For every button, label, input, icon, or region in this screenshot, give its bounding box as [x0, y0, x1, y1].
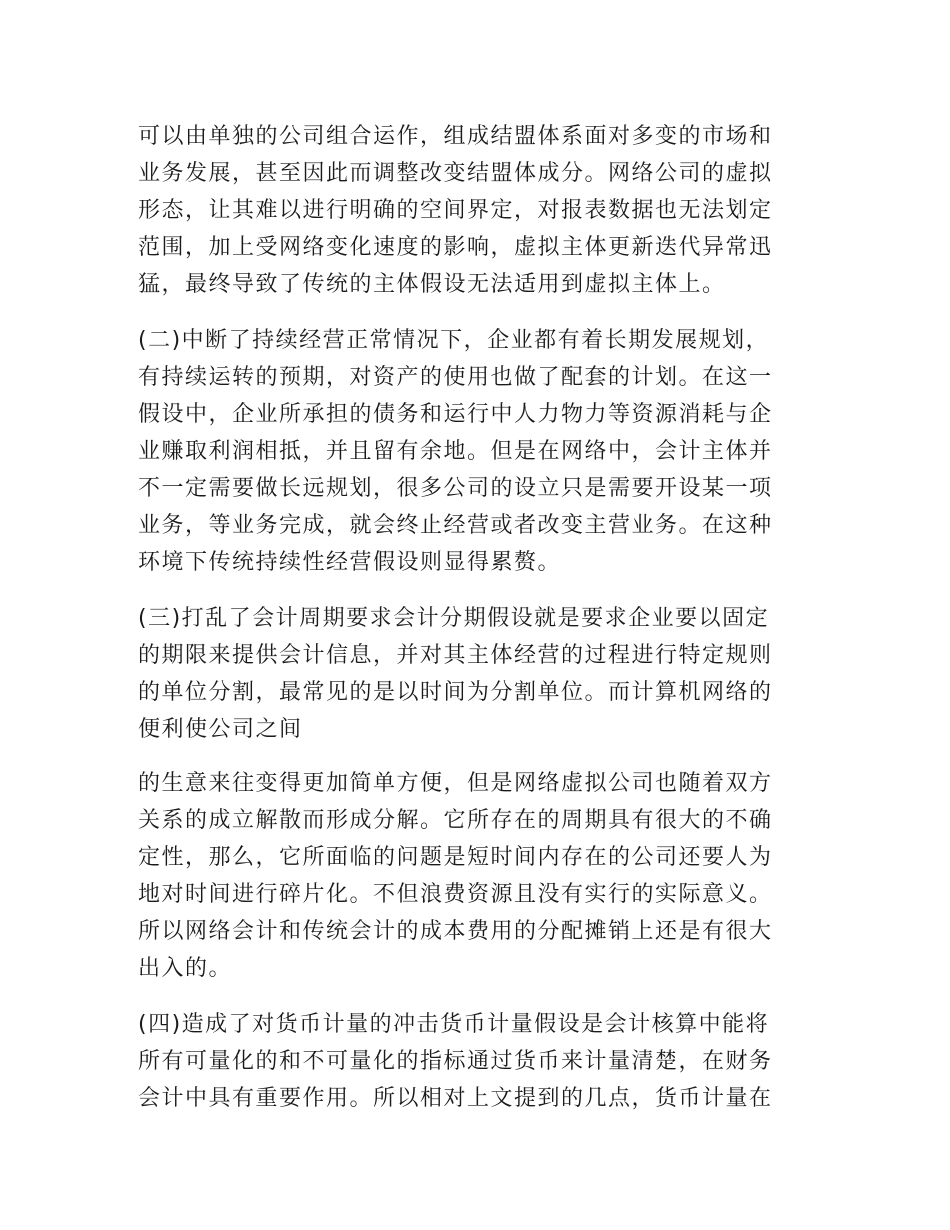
text-line: 业务，等业务完成，就会终止经营或者改变主营业务。在这种	[138, 513, 773, 538]
paragraph-accounting-period	[138, 600, 813, 748]
text-line: 业务发展，甚至因此而调整改变结盟体成分。网络公司的虚拟	[138, 161, 773, 186]
text-line: 可以由单独的公司组合运作，组成结盟体系面对多变的市场和	[138, 124, 773, 149]
text-line: (二)中断了持续经营正常情况下，企业都有着长期发展规划，	[138, 328, 770, 353]
text-line: 形态，让其难以进行明确的空间界定，对报表数据也无法划定	[138, 198, 773, 223]
paragraph-subject-assumption	[138, 118, 813, 303]
text-line: 业赚取利润相抵，并且留有余地。但是在网络中，会计主体并	[138, 439, 773, 464]
text-line: 猛，最终导致了传统的主体假设无法适用到虚拟主体上。	[138, 272, 726, 297]
text-line: 出入的。	[138, 956, 233, 981]
text-line: 有持续运转的预期，对资产的使用也做了配套的计划。在这一	[138, 365, 773, 390]
text-line: (三)打乱了会计周期要求会计分期假设就是要求企业要以固定	[138, 606, 770, 631]
text-line: 会计中具有重要作用。所以相对上文提到的几点，货币计量在	[138, 1086, 773, 1111]
text-line: 地对时间进行碎片化。不但浪费资源且没有实行的实际意义。	[138, 882, 773, 907]
text-line: 定性，那么，它所面临的问题是短时间内存在的公司还要人为	[138, 845, 773, 870]
text-line: 便利使公司之间	[138, 717, 303, 742]
text-line: 关系的成立解散而形成分解。它所存在的周期具有很大的不确	[138, 808, 773, 833]
text-line: 假设中，企业所承担的债务和运行中人力物力等资源消耗与企	[138, 402, 773, 427]
text-line: 不一定需要做长远规划，很多公司的设立只是需要开设某一项	[138, 476, 773, 501]
text-line: 所以网络会计和传统会计的成本费用的分配摊销上还是有很大	[138, 919, 773, 944]
paragraph-monetary-measurement	[138, 1006, 813, 1117]
text-line: 的期限来提供会计信息，并对其主体经营的过程进行特定规则	[138, 643, 773, 668]
paragraph-period-continued	[138, 765, 813, 987]
paragraph-going-concern	[138, 322, 813, 581]
text-line: 的单位分割，最常见的是以时间为分割单位。而计算机网络的	[138, 680, 773, 705]
text-line: 的生意来往变得更加简单方便，但是网络虚拟公司也随着双方	[138, 771, 773, 796]
text-line: (四)造成了对货币计量的冲击货币计量假设是会计核算中能将	[138, 1012, 770, 1037]
text-line: 范围，加上受网络变化速度的影响，虚拟主体更新迭代异常迅	[138, 235, 773, 260]
text-line: 所有可量化的和不可量化的指标通过货币来计量清楚，在财务	[138, 1049, 773, 1074]
text-line: 环境下传统持续性经营假设则显得累赘。	[138, 550, 562, 575]
